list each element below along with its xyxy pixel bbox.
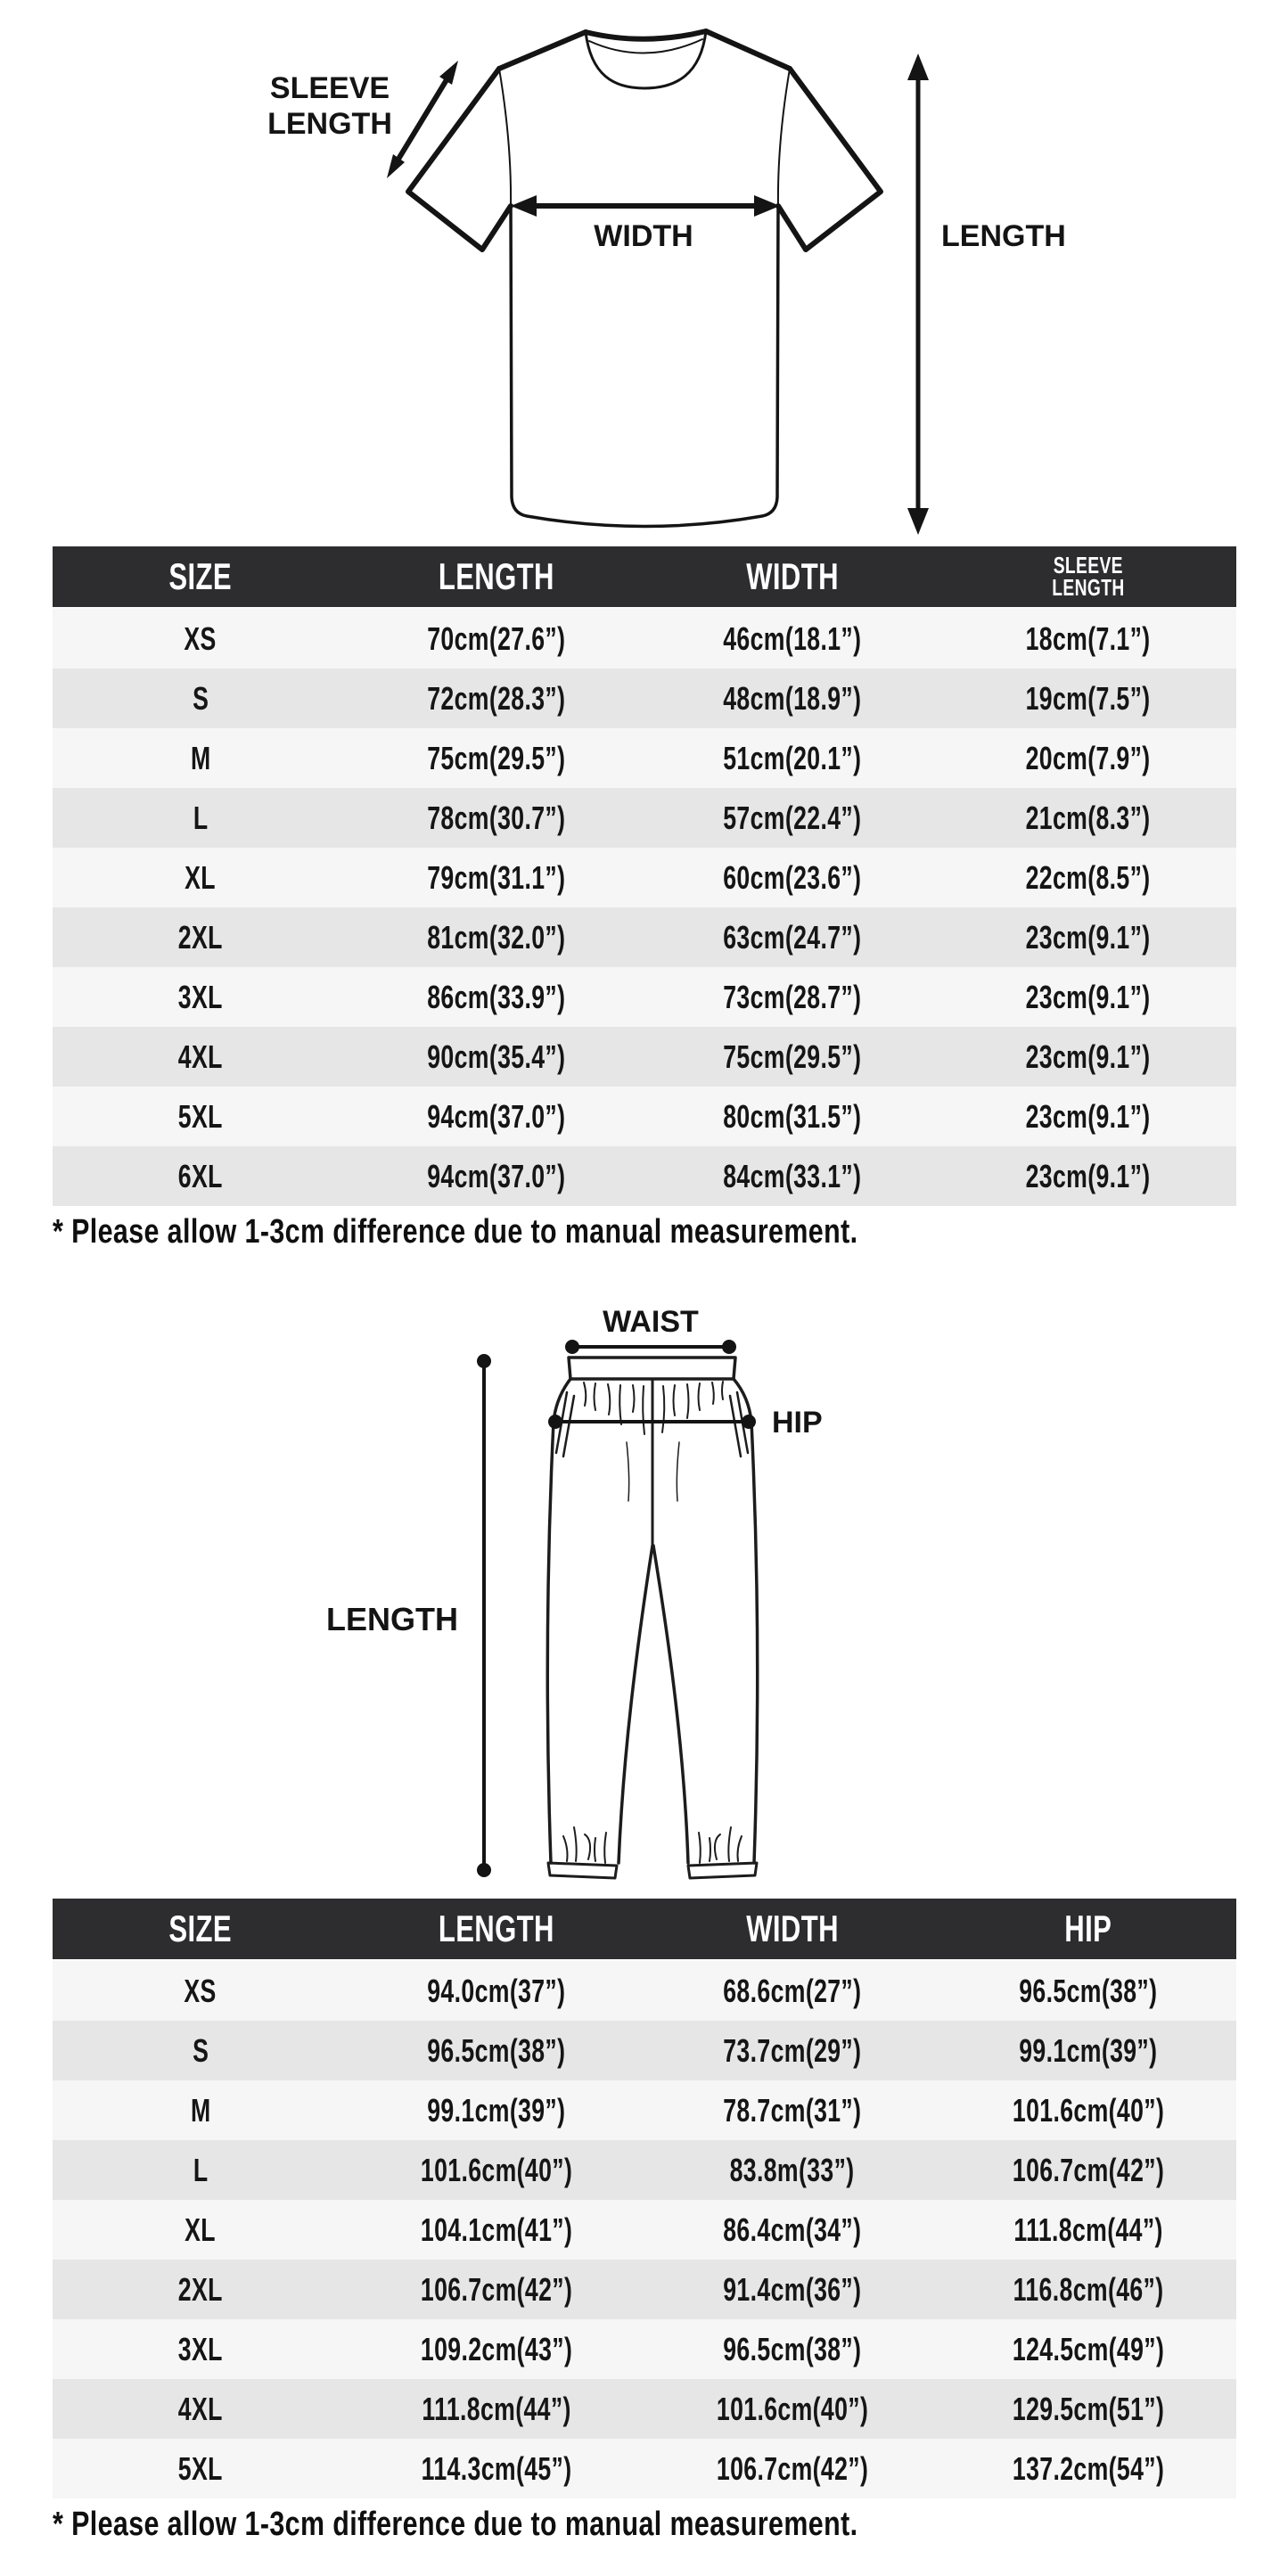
length-cell: 72cm(28.3”) [427, 679, 566, 717]
table-row-2xl [53, 907, 1236, 967]
length-cell: 75cm(29.5”) [427, 739, 566, 776]
width-cell: 78.7cm(31”) [723, 2091, 862, 2129]
size-cell: 6XL [178, 1157, 223, 1194]
shirt-table-body [53, 609, 1236, 1206]
width-cell: 80cm(31.5”) [723, 1097, 862, 1135]
pants-length-label: LENGTH [326, 1601, 458, 1637]
width-cell: 91.4cm(36”) [723, 2270, 862, 2308]
size-cell: XL [185, 858, 217, 896]
length-cell: 106.7cm(42”) [420, 2270, 573, 2308]
table-row-m [53, 2080, 1236, 2140]
length-cell: 114.3cm(45”) [421, 2449, 572, 2487]
width-cell: 86.4cm(34”) [723, 2211, 862, 2248]
shirt-table-header-row [53, 546, 1236, 609]
pants-measurement-note: * Please allow 1-3cm difference due to manual measurement. [53, 2506, 858, 2543]
table-row-s [53, 669, 1236, 728]
table-row-xl [53, 2200, 1236, 2260]
length-cell: 90cm(35.4”) [427, 1038, 566, 1075]
table-row-6xl [53, 1146, 1236, 1206]
width-cell: 51cm(20.1”) [723, 739, 862, 776]
length-cell: 109.2cm(43”) [420, 2330, 573, 2367]
size-cell: 2XL [178, 2270, 223, 2308]
hip-cell: 111.8cm(44”) [1013, 2211, 1163, 2248]
table-row-2xl [53, 2260, 1236, 2319]
tshirt-silhouette [408, 31, 881, 528]
table-row-5xl [53, 2439, 1236, 2498]
size-cell: M [190, 2091, 211, 2129]
length-arrow [907, 53, 929, 535]
length-cell: 70cm(27.6”) [427, 619, 566, 657]
length-cell: 111.8cm(44”) [422, 2390, 571, 2427]
hip-cell: 124.5cm(49”) [1012, 2330, 1165, 2367]
length-cell: 99.1cm(39”) [427, 2091, 566, 2129]
length-cell: 79cm(31.1”) [427, 858, 566, 896]
table-row-4xl [53, 1027, 1236, 1087]
header-sleeve-length: SLEEVE LENGTH [1052, 552, 1125, 601]
header-size: SIZE [168, 1907, 233, 1949]
sleeve-length-label-line2: LENGTH [267, 107, 392, 141]
width-cell: 83.8m(33”) [730, 2151, 855, 2188]
size-cell: 3XL [178, 2330, 223, 2367]
waist-line [565, 1340, 736, 1354]
sleeve-cell: 18cm(7.1”) [1026, 619, 1151, 657]
hip-cell: 129.5cm(51”) [1012, 2390, 1165, 2427]
sleeve-cell: 23cm(9.1”) [1026, 918, 1151, 956]
pants-measurement-diagram [0, 1255, 1288, 1899]
length-cell: 94.0cm(37”) [427, 1972, 566, 2009]
table-row-4xl [53, 2379, 1236, 2439]
length-cell: 94cm(37.0”) [427, 1097, 566, 1135]
width-cell: 60cm(23.6”) [723, 858, 862, 896]
table-row-xl [53, 848, 1236, 907]
hip-cell: 106.7cm(42”) [1012, 2151, 1165, 2188]
size-cell: 4XL [178, 2390, 223, 2427]
table-row-xs [53, 1961, 1236, 2021]
table-row-m [53, 728, 1236, 788]
sleeve-cell: 23cm(9.1”) [1026, 1157, 1151, 1194]
width-cell: 48cm(18.9”) [723, 679, 862, 717]
tshirt-measurement-diagram [0, 0, 1288, 548]
pants-size-table [53, 1899, 1236, 2498]
width-cell: 96.5cm(38”) [723, 2330, 862, 2367]
size-cell: L [193, 2151, 209, 2188]
header-length: LENGTH [439, 555, 554, 597]
header-hip: HIP [1064, 1907, 1112, 1949]
width-cell: 57cm(22.4”) [723, 799, 862, 836]
sleeve-cell: 20cm(7.9”) [1026, 739, 1151, 776]
width-label: WIDTH [594, 219, 693, 253]
sleeve-cell: 21cm(8.3”) [1026, 799, 1151, 836]
header-size: SIZE [168, 555, 233, 597]
sleeve-cell: 23cm(9.1”) [1026, 978, 1151, 1015]
hip-cell: 101.6cm(40”) [1012, 2091, 1165, 2129]
width-cell: 63cm(24.7”) [723, 918, 862, 956]
length-cell: 104.1cm(41”) [420, 2211, 573, 2248]
width-cell: 75cm(29.5”) [723, 1038, 862, 1075]
hip-cell: 99.1cm(39”) [1019, 2031, 1158, 2069]
width-cell: 73.7cm(29”) [723, 2031, 862, 2069]
table-row-xs [53, 609, 1236, 669]
width-cell: 101.6cm(40”) [716, 2390, 869, 2427]
hip-cell: 96.5cm(38”) [1019, 1972, 1158, 2009]
header-length: LENGTH [439, 1907, 554, 1949]
length-cell: 101.6cm(40”) [420, 2151, 573, 2188]
size-cell: 2XL [178, 918, 223, 956]
width-cell: 106.7cm(42”) [716, 2449, 869, 2487]
size-cell: 5XL [178, 2449, 223, 2487]
pants-table-header-row [53, 1899, 1236, 1961]
header-width: WIDTH [746, 555, 839, 597]
sleeve-cell: 23cm(9.1”) [1026, 1097, 1151, 1135]
sleeve-cell: 23cm(9.1”) [1026, 1038, 1151, 1075]
length-cell: 81cm(32.0”) [427, 918, 566, 956]
size-cell: XL [185, 2211, 217, 2248]
shirt-measurement-note: * Please allow 1-3cm difference due to manual measurement. [53, 1213, 858, 1251]
width-cell: 46cm(18.1”) [723, 619, 862, 657]
hip-label: HIP [772, 1406, 823, 1440]
width-cell: 68.6cm(27”) [723, 1972, 862, 2009]
waist-label: WAIST [603, 1305, 699, 1339]
length-cell: 78cm(30.7”) [427, 799, 566, 836]
size-cell: 3XL [178, 978, 223, 1015]
sleeve-cell: 22cm(8.5”) [1026, 858, 1151, 896]
table-row-l [53, 2140, 1236, 2200]
table-row-3xl [53, 967, 1236, 1027]
pants-table-body [53, 1961, 1236, 2498]
length-cell: 94cm(37.0”) [427, 1157, 566, 1194]
table-row-l [53, 788, 1236, 848]
size-cell: 5XL [178, 1097, 223, 1135]
size-cell: XS [184, 1972, 217, 2009]
size-cell: 4XL [178, 1038, 223, 1075]
shirt-size-table [53, 546, 1236, 1206]
sleeve-length-label-line1: SLEEVE [269, 71, 390, 105]
hip-cell: 116.8cm(46”) [1013, 2270, 1164, 2308]
header-width: WIDTH [746, 1907, 839, 1949]
width-cell: 73cm(28.7”) [723, 978, 862, 1015]
size-cell: XS [184, 619, 217, 657]
sleeve-cell: 19cm(7.5”) [1026, 679, 1151, 717]
length-label: LENGTH [941, 219, 1066, 253]
size-cell: M [190, 739, 211, 776]
table-row-s [53, 2021, 1236, 2080]
length-cell: 86cm(33.9”) [427, 978, 566, 1015]
table-row-3xl [53, 2319, 1236, 2379]
length-line [477, 1354, 491, 1877]
width-cell: 84cm(33.1”) [723, 1157, 862, 1194]
hip-cell: 137.2cm(54”) [1012, 2449, 1165, 2487]
size-cell: S [192, 2031, 209, 2069]
table-row-5xl [53, 1087, 1236, 1146]
length-cell: 96.5cm(38”) [427, 2031, 566, 2069]
size-cell: L [193, 799, 209, 836]
size-cell: S [192, 679, 209, 717]
